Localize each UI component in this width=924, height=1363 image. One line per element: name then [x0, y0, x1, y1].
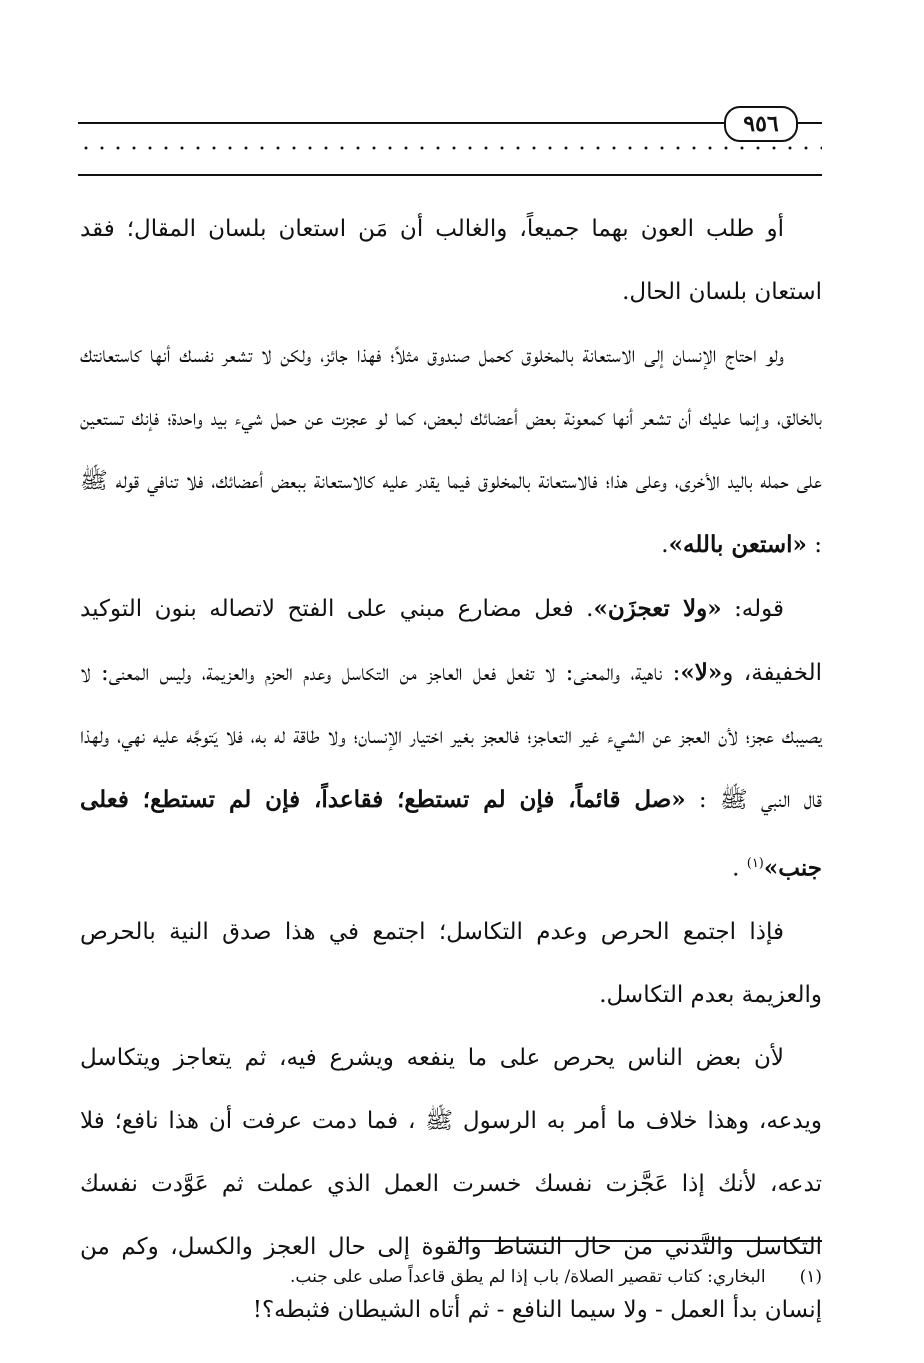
- main-text: [80, 198, 822, 1342]
- paragraph-2: [80, 324, 822, 577]
- paragraph-text: لأن بعض الناس يحرص على ما ينفعه ويشرع فيه، ثم يتعاجز ويتكاسل ويدعه، وهذا خلاف ما أمر به الرسول ﷺ ، فما دمت عرفت أن هذا نافع؛ فلا تدعه، لأنك إذا عَجَّزت نفسك خسرت العمل الذي عملت ثم عَوَّدت نفسك التكاسل والتَّدني من حال النشاط والقوة إلى حال العجز والكسل، وكم من إنسان بدأ العمل - ولا سيما النافع - ثم أتاه الشيطان فثبطه؟!: [80, 1044, 822, 1323]
- quoted-word: «لا»: [680, 659, 723, 686]
- paragraph-5: [80, 1027, 822, 1342]
- footnote: [80, 1262, 822, 1292]
- header-dotted-rule: [78, 144, 822, 152]
- paragraph-text: قوله:: [734, 596, 785, 622]
- hadith-quote: «ولا تعجزَن»: [593, 595, 722, 622]
- footnote-separator: [458, 1240, 822, 1242]
- paragraph-4: [80, 901, 822, 1027]
- hadith-quote: «استعن بالله»: [668, 531, 807, 558]
- hadith-quote: «صل قائماً، فإن لم تستطع؛ فقاعداً، فإن لم تستطع؛ فعلى جنب»: [80, 786, 822, 882]
- paragraph-end: .: [661, 532, 669, 558]
- paragraph-text: فإذا اجتمع الحرص وعدم التكاسل؛ اجتمع في هذا صدق النية بالحرص والعزيمة بعدم التكاسل.: [80, 918, 822, 1008]
- paragraph-text: . فعل مضارع مبني على الفتح لاتصاله بنون التوكيد الخفيفة، و: [80, 596, 822, 686]
- page-number: ٩٥٦: [724, 106, 798, 142]
- paragraph-1: [80, 198, 822, 324]
- footnote-text: البخاري: كتاب تقصير الصلاة/ باب إذا لم يطق قاعداً صلى على جنب.: [290, 1267, 766, 1287]
- footnote-number: (١): [799, 1267, 822, 1287]
- paragraph-3: [80, 577, 822, 901]
- paragraph-text: ولو احتاج الإنسان إلى الاستعانة بالمخلوق كحمل صندوق مثلاً؛ فهذا جائز، ولكن لا تشعر نفسك أنها كاستعانتك بالخالق، وإنما عليك أن تشعر أنها كمعونة بعض أعضائك لبعض، كما لو عجزت عن حمل شيء بيد واحدة؛ فإنك تستعين على حمله باليد الأخرى، وعلى هذا؛ فالاستعانة بالمخلوق فيما يقدر عليه كالاستعانة ببعض أعضائك، فلا تنافي قوله ﷺ :: [80, 342, 822, 558]
- footnote-reference[interactable]: (١): [746, 856, 764, 871]
- header-bottom-rule: [78, 174, 822, 176]
- paragraph-end: .: [732, 855, 740, 882]
- page-header: [78, 100, 822, 180]
- paragraph-text: : ناهية، والمعنى: لا تفعل فعل العاجز من التكاسل وعدم الحزم والعزيمة، وليس المعنى: لا يصيبك عجز؛ لأن العجز عن الشيء غير التعاجز؛ فالعجز بغير اختيار الإنسان؛ ولا طاقة له به، فلا يَتوجَّه عليه نهي، ولهذا قال النبي ﷺ :: [80, 660, 823, 813]
- paragraph-text: أو طلب العون بهما جميعاً، والغالب أن مَن استعان بلسان المقال؛ فقد استعان بلسان الحال.: [80, 216, 822, 305]
- header-top-rule: [78, 122, 822, 124]
